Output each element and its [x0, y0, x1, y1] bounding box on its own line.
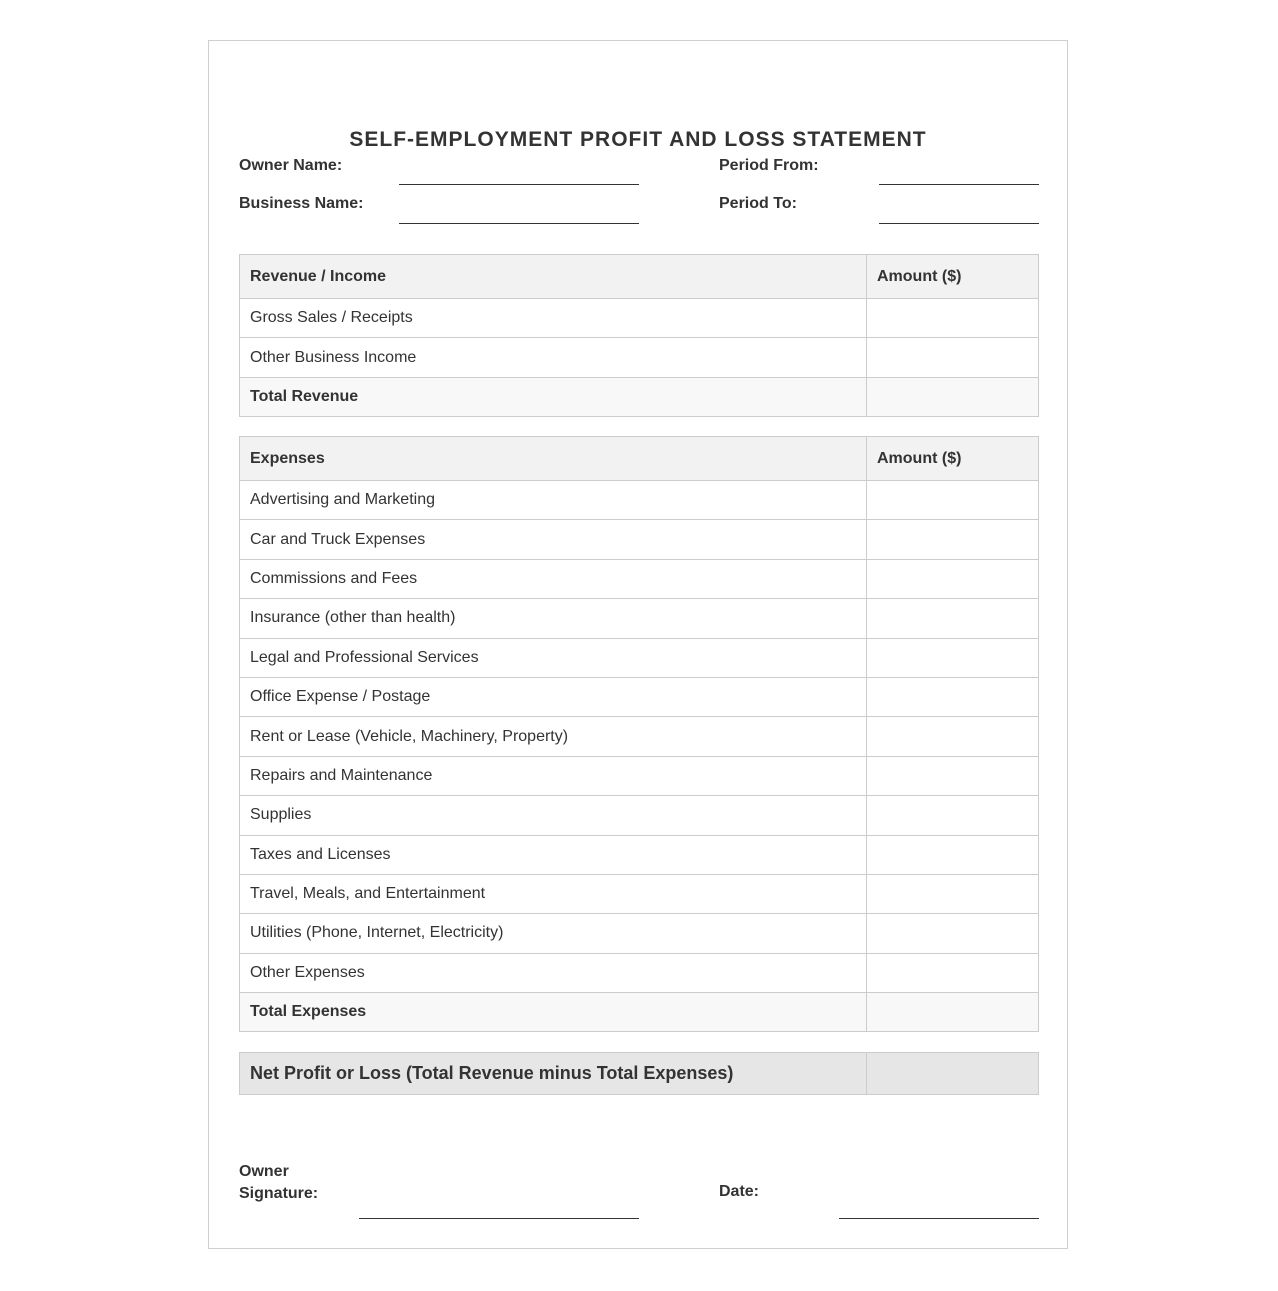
- revenue-total-amount-cell[interactable]: [867, 377, 1039, 416]
- revenue-header: Revenue / Income: [240, 255, 867, 299]
- revenue-total-row: [240, 377, 1039, 416]
- expenses-amount-cell[interactable]: [867, 677, 1039, 716]
- expenses-item-label: Utilities (Phone, Internet, Electricity): [240, 914, 867, 953]
- net-profit-table: [239, 1052, 1039, 1095]
- owner-signature-label-line2: Signature:: [239, 1185, 319, 1202]
- expenses-item-label: Other Expenses: [240, 953, 867, 992]
- expenses-item-label: Car and Truck Expenses: [240, 520, 867, 559]
- expenses-item-label: Rent or Lease (Vehicle, Machinery, Property): [240, 717, 867, 756]
- expenses-amount-cell[interactable]: [867, 481, 1039, 520]
- table-row: [240, 520, 1039, 559]
- expenses-item-label: Legal and Professional Services: [240, 638, 867, 677]
- expenses-item-label: Supplies: [240, 796, 867, 835]
- period-from-label: Period From:: [719, 157, 819, 174]
- expenses-amount-cell[interactable]: [867, 874, 1039, 913]
- expenses-item-label: Office Expense / Postage: [240, 677, 867, 716]
- expenses-amount-cell[interactable]: [867, 835, 1039, 874]
- table-row: [240, 677, 1039, 716]
- revenue-item-label: Other Business Income: [240, 338, 867, 377]
- expenses-amount-cell[interactable]: [867, 520, 1039, 559]
- revenue-item-label: Gross Sales / Receipts: [240, 299, 867, 338]
- net-profit-row: [240, 1053, 1039, 1095]
- expenses-header-row: [240, 437, 1039, 481]
- date-label: Date:: [719, 1183, 760, 1200]
- revenue-amount-cell[interactable]: [867, 299, 1039, 338]
- statement-form: [208, 40, 1068, 1249]
- period-to-field[interactable]: [879, 223, 1039, 224]
- expenses-amount-cell[interactable]: [867, 559, 1039, 598]
- expenses-item-label: Insurance (other than health): [240, 599, 867, 638]
- table-row: [240, 299, 1039, 338]
- revenue-total-label: Total Revenue: [240, 377, 867, 416]
- expenses-item-label: Repairs and Maintenance: [240, 756, 867, 795]
- expenses-amount-cell[interactable]: [867, 796, 1039, 835]
- table-row: [240, 874, 1039, 913]
- table-row: [240, 559, 1039, 598]
- table-row: [240, 338, 1039, 377]
- table-row: [240, 835, 1039, 874]
- table-row: [240, 953, 1039, 992]
- page-title: SELF-EMPLOYMENT PROFIT AND LOSS STATEMENT: [349, 128, 927, 151]
- expenses-item-label: Taxes and Licenses: [240, 835, 867, 874]
- expenses-amount-cell[interactable]: [867, 638, 1039, 677]
- expenses-total-row: [240, 993, 1039, 1032]
- expenses-table: [239, 436, 1039, 1032]
- table-row: [240, 481, 1039, 520]
- owner-signature-label-line1: Owner: [239, 1163, 289, 1180]
- date-field[interactable]: [839, 1218, 1039, 1219]
- expenses-header: Expenses: [240, 437, 867, 481]
- expenses-item-label: Commissions and Fees: [240, 559, 867, 598]
- table-row: [240, 638, 1039, 677]
- expenses-item-label: Travel, Meals, and Entertainment: [240, 874, 867, 913]
- table-row: [240, 756, 1039, 795]
- expenses-amount-cell[interactable]: [867, 717, 1039, 756]
- expenses-amount-cell[interactable]: [867, 756, 1039, 795]
- net-profit-amount-cell[interactable]: [867, 1053, 1039, 1095]
- revenue-table: [239, 254, 1039, 417]
- owner-signature-field[interactable]: [359, 1218, 639, 1219]
- table-row: [240, 717, 1039, 756]
- revenue-amount-header: Amount ($): [867, 255, 1039, 299]
- period-from-field[interactable]: [879, 184, 1039, 185]
- expenses-item-label: Advertising and Marketing: [240, 481, 867, 520]
- owner-name-label: Owner Name:: [239, 157, 343, 174]
- owner-signature-label: [239, 1161, 318, 1205]
- table-row: [240, 599, 1039, 638]
- expenses-total-label: Total Expenses: [240, 993, 867, 1032]
- table-row: [240, 796, 1039, 835]
- table-row: [240, 914, 1039, 953]
- expenses-amount-cell[interactable]: [867, 914, 1039, 953]
- revenue-amount-cell[interactable]: [867, 338, 1039, 377]
- expenses-amount-header: Amount ($): [867, 437, 1039, 481]
- revenue-header-row: [240, 255, 1039, 299]
- net-profit-label: Net Profit or Loss (Total Revenue minus Total Expenses): [240, 1053, 867, 1095]
- period-to-label: Period To:: [719, 195, 797, 212]
- expenses-amount-cell[interactable]: [867, 599, 1039, 638]
- business-name-field[interactable]: [399, 223, 639, 224]
- business-name-label: Business Name:: [239, 195, 364, 212]
- expenses-amount-cell[interactable]: [867, 953, 1039, 992]
- expenses-total-amount-cell[interactable]: [867, 993, 1039, 1032]
- owner-name-field[interactable]: [399, 184, 639, 185]
